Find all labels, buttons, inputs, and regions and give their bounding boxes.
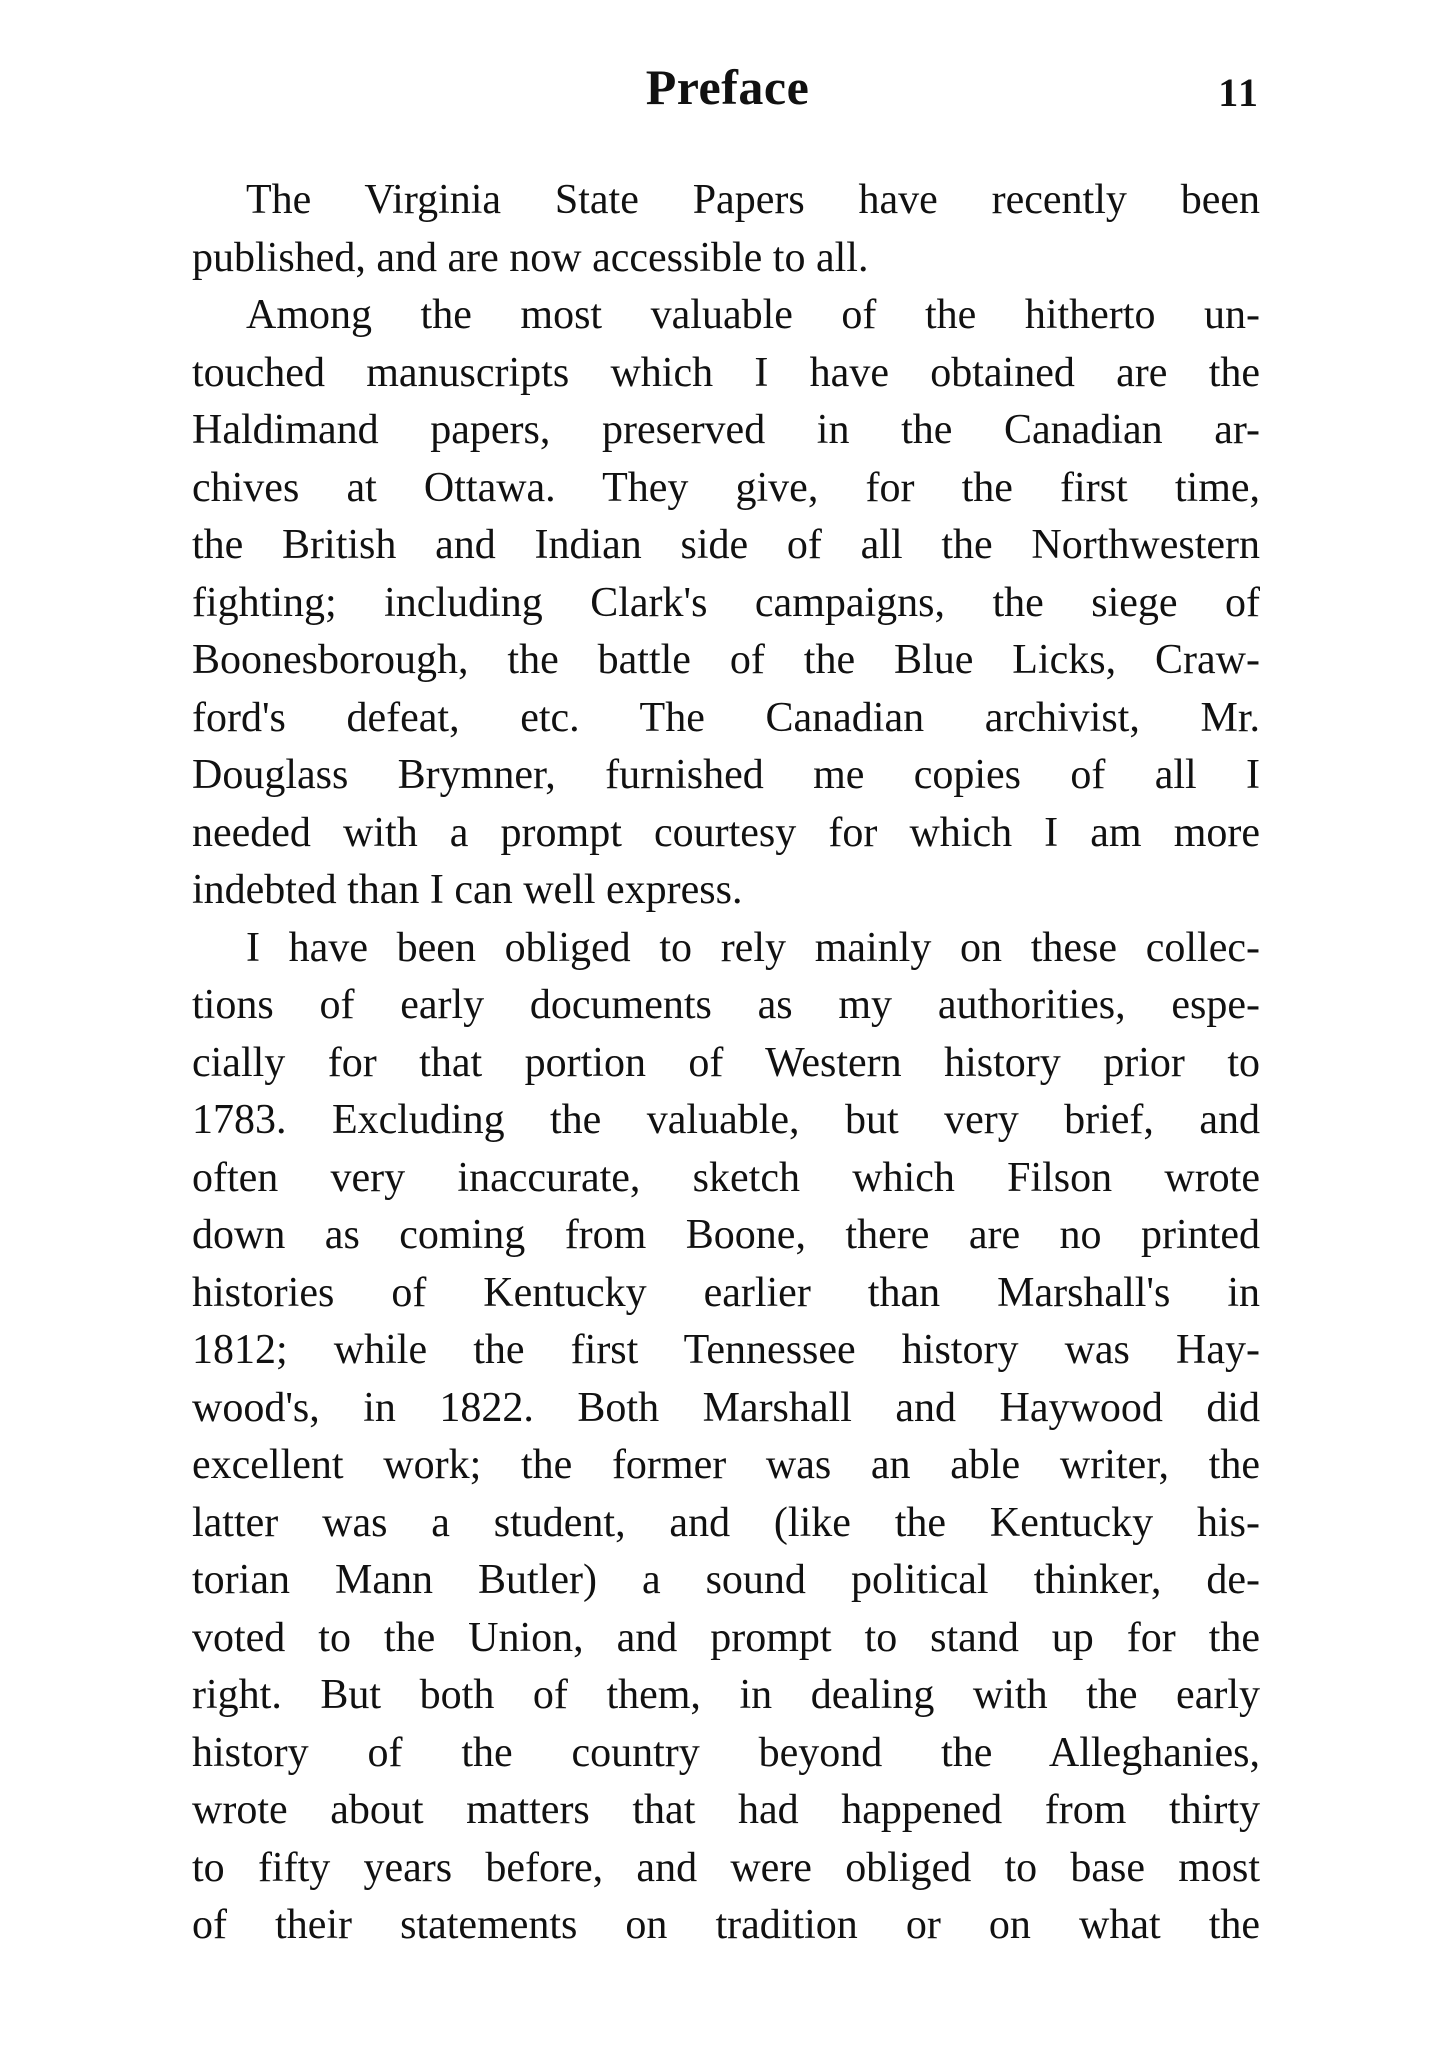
text-line: ford's defeat, etc. The Canadian archivist, Mr. [192, 694, 1260, 741]
text-line: Douglass Brymner, furnished me copies of all I [192, 752, 1260, 798]
text-line: Haldimand papers, preserved in the Canadian ar- [192, 407, 1260, 453]
text-line: torian Mann Butler) a sound political thinker, de- [192, 1557, 1260, 1603]
text-line: 1783. Excluding the valuable, but very brief, and [192, 1097, 1260, 1143]
text-line: histories of Kentucky earlier than Marshall's in [192, 1269, 1260, 1316]
running-head [195, 52, 1260, 122]
text-line: The Virginia State Papers have recently been [246, 177, 1260, 223]
text-line: chives at Ottawa. They give, for the first time, [192, 464, 1260, 511]
text-line: excellent work; the former was an able writer, the [192, 1442, 1260, 1488]
text-line: voted to the Union, and prompt to stand up for the [192, 1614, 1260, 1661]
text-line: latter was a student, and (like the Kentucky his- [192, 1499, 1260, 1546]
text-line: wrote about matters that had happened from thirty [192, 1787, 1260, 1833]
text-line: right. But both of them, in dealing with the early [192, 1672, 1260, 1718]
body-text [192, 172, 1260, 1955]
text-line: fighting; including Clark's campaigns, the siege of [192, 579, 1260, 626]
text-line: tions of early documents as my authorities, espe- [192, 982, 1260, 1028]
text-line: of their statements on tradition or on what the [192, 1902, 1260, 1948]
text-line: needed with a prompt courtesy for which I am more [192, 809, 1260, 856]
text-line: Among the most valuable of the hitherto un- [246, 292, 1260, 338]
text-line: to fifty years before, and were obliged to base most [192, 1844, 1260, 1891]
text-line: touched manuscripts which I have obtained are the [192, 349, 1260, 396]
running-title: Preface [645, 59, 810, 115]
text-line: the British and Indian side of all the Northwestern [192, 522, 1260, 568]
text-line: often very inaccurate, sketch which Filson wrote [192, 1154, 1260, 1201]
text-line: published, and are now accessible to all. [192, 234, 869, 281]
text-line: indebted than I can well express. [192, 867, 743, 913]
text-line: wood's, in 1822. Both Marshall and Haywood did [192, 1384, 1260, 1431]
text-line: 1812; while the first Tennessee history was Hay- [192, 1327, 1260, 1373]
text-line: cially for that portion of Western history prior to [192, 1039, 1260, 1086]
page-number: 11 [1218, 70, 1260, 115]
text-line: down as coming from Boone, there are no printed [192, 1212, 1260, 1258]
text-line: history of the country beyond the Alleghanies, [192, 1729, 1260, 1776]
text-line: Boonesborough, the battle of the Blue Licks, Craw- [192, 637, 1260, 683]
text-line: I have been obliged to rely mainly on these collec- [246, 924, 1260, 971]
